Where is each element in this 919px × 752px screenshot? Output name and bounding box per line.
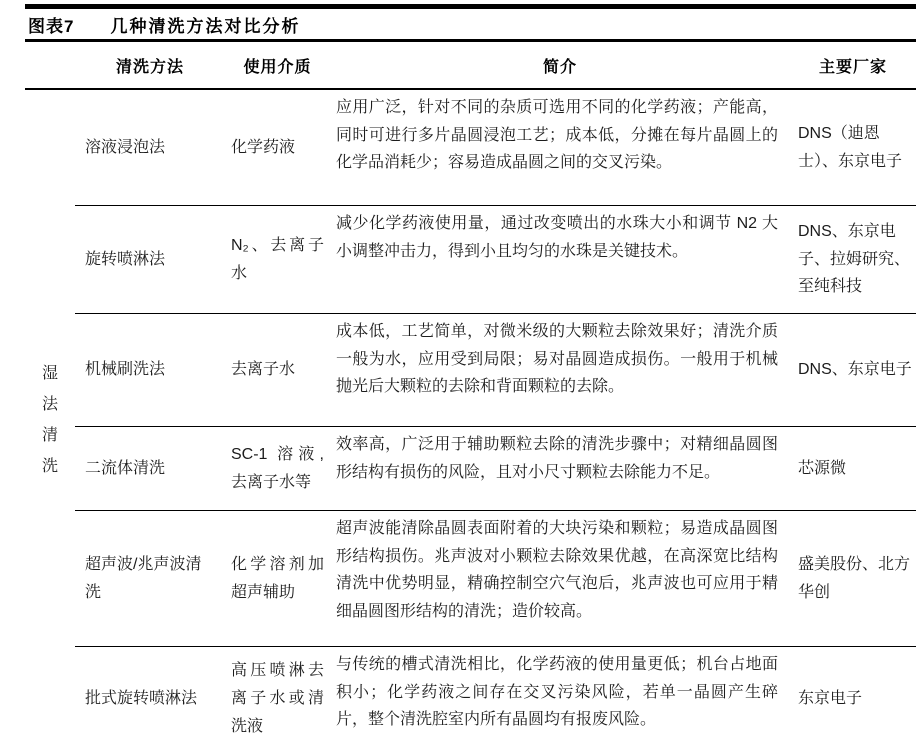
table-row-2-method: 旋转喷淋法 (75, 205, 225, 313)
table-row-4-method: 二流体清洗 (75, 426, 225, 510)
table-row-6-intro: 与传统的槽式清洗相比，化学药液的使用量更低；机台占地面积小；化学药液之间存在交叉污染风险，若单一晶圆产生碎片，整个清洗腔室内所有晶圆均有报废风险。 (330, 646, 790, 750)
table-row-5-vendors: 盛美股份、北方华创 (790, 510, 916, 646)
table-row-2-medium: N₂、去离子水 (225, 205, 330, 313)
column-header-medium: 使用介质 (225, 42, 330, 90)
table-row-1-medium: 化学药液 (231, 138, 296, 156)
table-row-2-intro: 减少化学药液使用量，通过改变喷出的水珠大小和调节 N2 大小调整冲击力，得到小且均匀的水珠是关键技术。 (330, 205, 790, 313)
cleaning-methods-table (25, 42, 916, 750)
table-row-3-method: 机械刷洗法 (75, 313, 225, 426)
figure-title (25, 9, 916, 42)
category-label: 湿法清洗 (41, 364, 58, 476)
table-row-3-medium: 去离子水 (225, 313, 330, 426)
table-row-6-vendors: 东京电子 (790, 646, 916, 750)
table-row-6-method: 批式旋转喷淋法 (75, 646, 225, 750)
table-row-1-vendors: DNS（迪恩士）、东京电子 (798, 124, 903, 170)
column-header-vendors: 主要厂家 (790, 42, 916, 90)
column-header-spacer (25, 42, 75, 90)
figure-title-text: 几种清洗方法对比分析 (110, 16, 301, 36)
column-header-method: 清洗方法 (75, 42, 225, 90)
table-row-2-vendors: DNS、东京电子、拉姆研究、至纯科技 (790, 205, 916, 313)
table-row-6-medium: 高压喷淋去离子水或清洗液 (225, 646, 330, 750)
table-row-5-medium: 化学溶剂加超声辅助 (225, 510, 330, 646)
table-row-5-intro: 超声波能清除晶圆表面附着的大块污染和颗粒；易造成晶圆图形结构损伤。兆声波对小颗粒去除效果优越，在高深宽比结构清洗中优势明显，精确控制空穴气泡后，兆声波也可应用于精细晶圆图形结构的清洗；造价较高。 (330, 510, 790, 646)
table-row-1-intro: 应用广泛，针对不同的杂质可选用不同的化学药液；产能高，同时可进行多片晶圆浸泡工艺；成本低，分摊在每片晶圆上的化学品消耗少；容易造成晶圆之间的交叉污染。 (336, 99, 778, 172)
table-row-3-vendors: DNS、东京电子 (790, 313, 916, 426)
table-row-4-medium: SC-1 溶液,去离子水等 (225, 426, 330, 510)
table-row-4-intro: 效率高，广泛用于辅助颗粒去除的清洗步骤中；对精细晶圆图形结构有损伤的风险，且对小尺寸颗粒去除能力不足。 (330, 426, 790, 510)
table-row-3-intro: 成本低，工艺简单，对微米级的大颗粒去除效果好；清洗介质一般为水，应用受到局限；易对晶圆造成损伤。一般用于机械抛光后大颗粒的去除和背面颗粒的去除。 (330, 313, 790, 426)
figure-number: 图表7 (28, 16, 75, 36)
category-cell-wet-cleaning (25, 90, 75, 750)
column-header-intro: 简介 (330, 42, 790, 90)
table-row-5-method: 超声波/兆声波清洗 (75, 510, 225, 646)
table-row-4-vendors: 芯源微 (790, 426, 916, 510)
table-row-1-method: 溶液浸泡法 (85, 138, 166, 156)
